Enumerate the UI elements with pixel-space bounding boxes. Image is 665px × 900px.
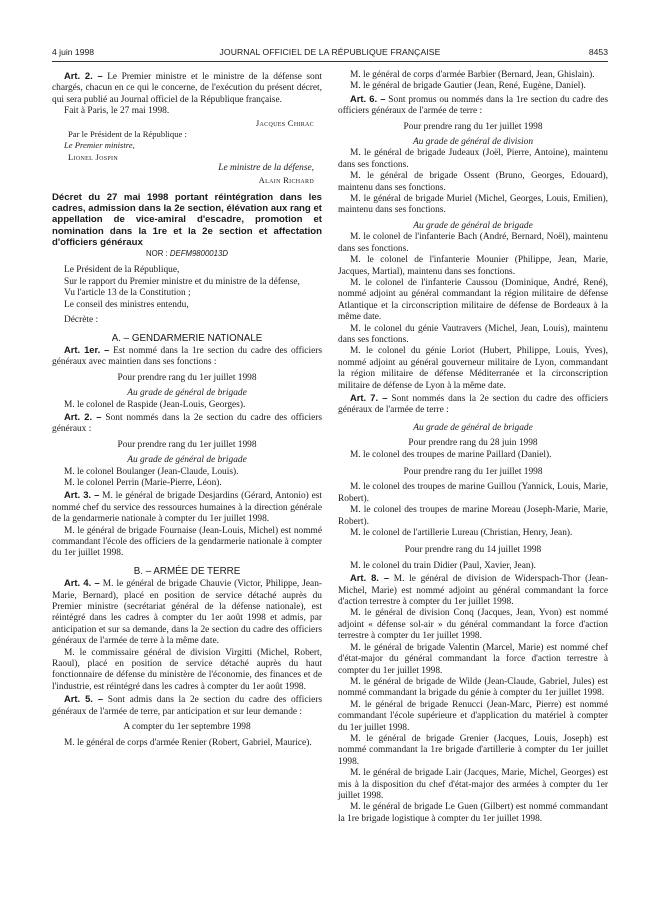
nomination-entry: M. le général de brigade Muriel (Michel, Georges, Louis, Emilien), maintenu dans ses fonctions. — [338, 194, 608, 216]
nomination-entry: M. le général de brigade Ossent (Bruno, Georges, Edouard), maintenu dans ses fonctions. — [338, 171, 608, 193]
article-text: Sont nommés dans la 2e section du cadre des officiers généraux de l'armée de terre : — [338, 393, 609, 416]
article-text: Sont promus ou nommés dans la 1re section du cadre des officiers généraux de l'armée de terre : — [338, 94, 609, 117]
right-column — [338, 70, 608, 825]
nomination-entry: M. le général de brigade de Wilde (Jean-Claude, Gabriel, Jules) est nommé commandant la brigade du génie à compter du 1er juillet 1998. — [338, 676, 608, 699]
article-5-paragraph — [52, 693, 322, 718]
nor-label: NOR : — [146, 249, 168, 259]
article-label: Art. 4. – — [64, 577, 100, 589]
nomination-entry: M. le colonel de l'artillerie Lureau (Christian, Henry, Jean). — [350, 528, 573, 539]
premier-ministre-title: Le Premier ministre, — [64, 140, 135, 151]
rang-heading: Pour prendre rang du 1er juillet 1998 — [403, 467, 543, 477]
article-label: Art. 5. – — [64, 693, 104, 705]
nomination-entry: M. le colonel des troupes de marine Moreau (Joseph-Marie, Marie, Robert). — [338, 505, 608, 527]
nomination-entry: M. le colonel du train Didier (Paul, Xavier, Jean). — [350, 560, 537, 571]
par-le-president: Par le Président de la République : — [68, 129, 187, 140]
signature-jospin: Lionel Jospin — [68, 151, 118, 162]
article-4-paragraph — [52, 577, 322, 647]
rang-heading: Pour prendre rang du 1er juillet 1998 — [117, 372, 257, 383]
nomination-entry: M. le général de brigade Fournaise (Jean-Louis, Michel) est nommé commandant l'école des officiers de la gendarmerie nationale à compter du 1er juillet 1998. — [52, 525, 322, 559]
article-text: M. le général de brigade Desjardins (Gérard, Antonio) est nommé chef du service des ressources humaines à la direction générale de la gendarmerie nationale à compter du 1er juillet 1998. — [52, 491, 323, 525]
grade-heading: Au grade de général de brigade — [127, 388, 247, 399]
nomination-entry: M. le colonel des troupes de marine Paillard (Daniel). — [350, 449, 552, 460]
nomination-entry: M. le général de brigade Valentin (Marcel, Marie) est nommé chef d'état-major du général commandant la force d'action terrestre à compter du 1er juillet 1998. — [338, 642, 608, 676]
rang-heading: Pour prendre rang du 14 juillet 1998 — [404, 545, 542, 556]
grade-heading: Au grade de général de division — [412, 137, 534, 148]
signature-richard: Alain Richard — [258, 174, 314, 185]
nor-reference — [52, 248, 322, 259]
article-text: Le Premier ministre et le ministre de la défense sont chargés, chacun en ce qui le concerne, de l'exécution du présent décret, qui sera publié au Journal officiel de la République française. — [52, 72, 323, 105]
article-label: Art. 7. – — [350, 391, 388, 403]
article-3-paragraph — [52, 489, 322, 525]
nomination-entry: M. le général de brigade Lair (Jacques, Marie, Michel, Georges) est mis à la disposition du chef d'état-major des armées à compter du 1er juillet 1998. — [338, 768, 608, 801]
nomination-entry: M. le général de brigade Judeaux (Joël, Pierre, Antoine), maintenu dans ses fonctions. — [338, 148, 608, 170]
rang-heading: A compter du 1er septembre 1998 — [123, 722, 251, 733]
preamble-conseil: Le conseil des ministres entendu, — [64, 299, 189, 310]
nomination-entry: M. le général de brigade Le Guen (Gilbert) est nommé commandant la 1re brigade logistique à compter du 1er juillet 1998. — [338, 802, 608, 824]
nomination-entry: M. le général de division Conq (Jacques, Jean, Yvon) est nommé adjoint « défense sol-air » du général commandant la force d'action terrestre à compter du 1er juillet 1998. — [338, 608, 608, 642]
nomination-entry: M. le colonel du génie Loriot (Hubert, Philippe, Louis, Yves), nommé adjoint au général gouverneur militaire de Lyon, commandant la région militaire de défense Méditerranée et la circonscription militaire de défense de Lyon à la même date. — [338, 346, 608, 391]
nomination-entry: M. le colonel Boulanger (Jean-Claude, Louis). — [64, 466, 239, 477]
grade-heading: Au grade de général de brigade — [413, 422, 533, 433]
nomination-entry: M. le colonel de l'infanterie Caussou (Dominique, André, René), nommé adjoint au général commandant la région militaire de défense Atlantique et la circonscription militaire de défense de Bordeaux à la même date. — [338, 277, 608, 323]
article-1-paragraph — [52, 344, 322, 369]
article-2-paragraph — [52, 70, 322, 106]
journal-title: JOURNAL OFFICIEL DE LA RÉPUBLIQUE FRANÇAISE — [219, 47, 441, 57]
article-label: Art. 6. – — [350, 92, 386, 104]
preamble-rapport: Sur le rapport du Premier ministre et du ministre de la défense, — [64, 276, 300, 287]
rang-heading: Pour prendre rang du 1er juillet 1998 — [117, 439, 257, 450]
nor-code: DEFM9800013D — [169, 249, 228, 259]
nomination-entry: M. le colonel de l'infanterie Mounier (Philippe, Jean, Marie, Jacques, Martial), maintenu dans ses fonctions. — [338, 255, 608, 277]
nomination-entry: M. le général de brigade Renucci (Jean-Marc, Pierre) est nommé commandant l'école supérieure et d'application du matériel à compter du 1er juillet 1998. — [338, 699, 608, 733]
nomination-entry: M. le colonel Perrin (Marie-Pierre, Léon). — [64, 477, 222, 488]
left-column — [52, 70, 322, 749]
section-b-title: B. – ARMÉE DE TERRE — [133, 565, 241, 577]
article-label: Art. 2. – — [64, 70, 103, 81]
section-a-title: A. – GENDARMERIE NATIONALE — [111, 332, 263, 344]
article-label: Art. 3. – — [64, 489, 100, 501]
article-text: Sont nommés dans la 2e section du cadre des officiers généraux : — [52, 412, 323, 435]
article-label: Art. 8. – — [350, 572, 390, 584]
article-text: Est nommé dans la 1re section du cadre des officiers généraux avec maintien dans ses fonctions : — [52, 345, 323, 368]
decrete-line: Décrète : — [64, 315, 99, 326]
article-text: M. le général de brigade Chauvie (Victor, Philippe, Jean-Marie, Bernard), placé en position de service détaché auprès du Premier ministre (secrétariat général de la défense nationale), est réintégré dans les cadres à compter du 1er août 1998 et admis, par anticipation et sur sa demande, dans la 2e section du cadre des officiers généraux de l'armée de terre à la même date. — [52, 579, 323, 647]
nomination-entry: M. le général de corps d'armée Barbier (Bernard, Jean, Ghislain). — [350, 70, 595, 80]
page-number: 8453 — [588, 47, 608, 57]
grade-heading: Au grade de général de brigade — [127, 455, 247, 466]
nomination-entry: M. le général de corps d'armée Renier (Robert, Gabriel, Maurice). — [64, 737, 312, 748]
article-6-paragraph — [338, 93, 608, 118]
nomination-entry: M. le général de brigade Grenier (Jacques, Louis, Joseph) est nommé commandant la 1re brigade d'artillerie à compter du 1er juillet 1998. — [338, 733, 608, 767]
preamble-president: Le Président de la République, — [64, 265, 180, 276]
ministre-defense-title: Le ministre de la défense, — [218, 163, 314, 174]
issue-date: 4 juin 1998 — [52, 47, 95, 57]
signature-chirac: Jacques Chirac — [255, 117, 314, 128]
nomination-entry: M. le colonel de Raspide (Jean-Louis, Georges). — [64, 399, 246, 410]
article-text: M. le général de division de Widerspach-Thor (Jean-Michel, Marie) est nommé adjoint au général commandant la force d'action terrestre à compter du 1er juillet 1998. — [338, 574, 608, 608]
preamble-vu: Vu l'article 13 de la Constitution ; — [64, 288, 191, 299]
signature-place-date: Fait à Paris, le 27 mai 1998. — [64, 106, 170, 117]
nomination-entry: M. le général de brigade Gautier (Jean, René, Eugène, Daniel). — [350, 81, 586, 92]
article-8-paragraph — [338, 572, 608, 608]
rang-heading: Pour prendre rang du 28 juin 1998 — [408, 438, 538, 449]
article-2b-paragraph — [52, 411, 322, 436]
rang-heading: Pour prendre rang du 1er juillet 1998 — [403, 121, 543, 132]
decree-title: Décret du 27 mai 1998 portant réintégration dans les cadres, admission dans la 2e section, élévation aux rang et appellation de vice-amiral d'escadre, promotion et nomination dans la 1re et la 2e section et affectation d'officiers généraux — [52, 192, 322, 248]
header-rule — [52, 61, 608, 62]
article-label: Art. 2. – — [64, 410, 102, 422]
nomination-entry: M. le colonel de l'infanterie Bach (André, Bernard, Noël), maintenu dans ses fonctions. — [338, 232, 608, 254]
nomination-entry: M. le colonel des troupes de marine Guillou (Yannick, Louis, Marie, Robert). — [338, 482, 608, 504]
article-7-paragraph — [338, 392, 608, 417]
nomination-entry: M. le colonel du génie Vautravers (Michel, Jean, Louis), maintenu dans ses fonctions. — [338, 323, 608, 345]
article-text: Sont admis dans la 2e section du cadre des officiers généraux de l'armée de terre, par anticipation et sur leur demande : — [52, 695, 323, 717]
nomination-entry: M. le commissaire général de division Virgitti (Michel, Robert, Raoul), placé en position de service détaché auprès du haut fonctionnaire de défense du ministère de l'économie, des finances et de l'industrie, est réintégré dans les cadres à compter du 1er août 1998. — [52, 647, 322, 692]
article-label: Art. 1er. – — [64, 343, 110, 355]
grade-heading: Au grade de général de brigade — [413, 220, 533, 231]
